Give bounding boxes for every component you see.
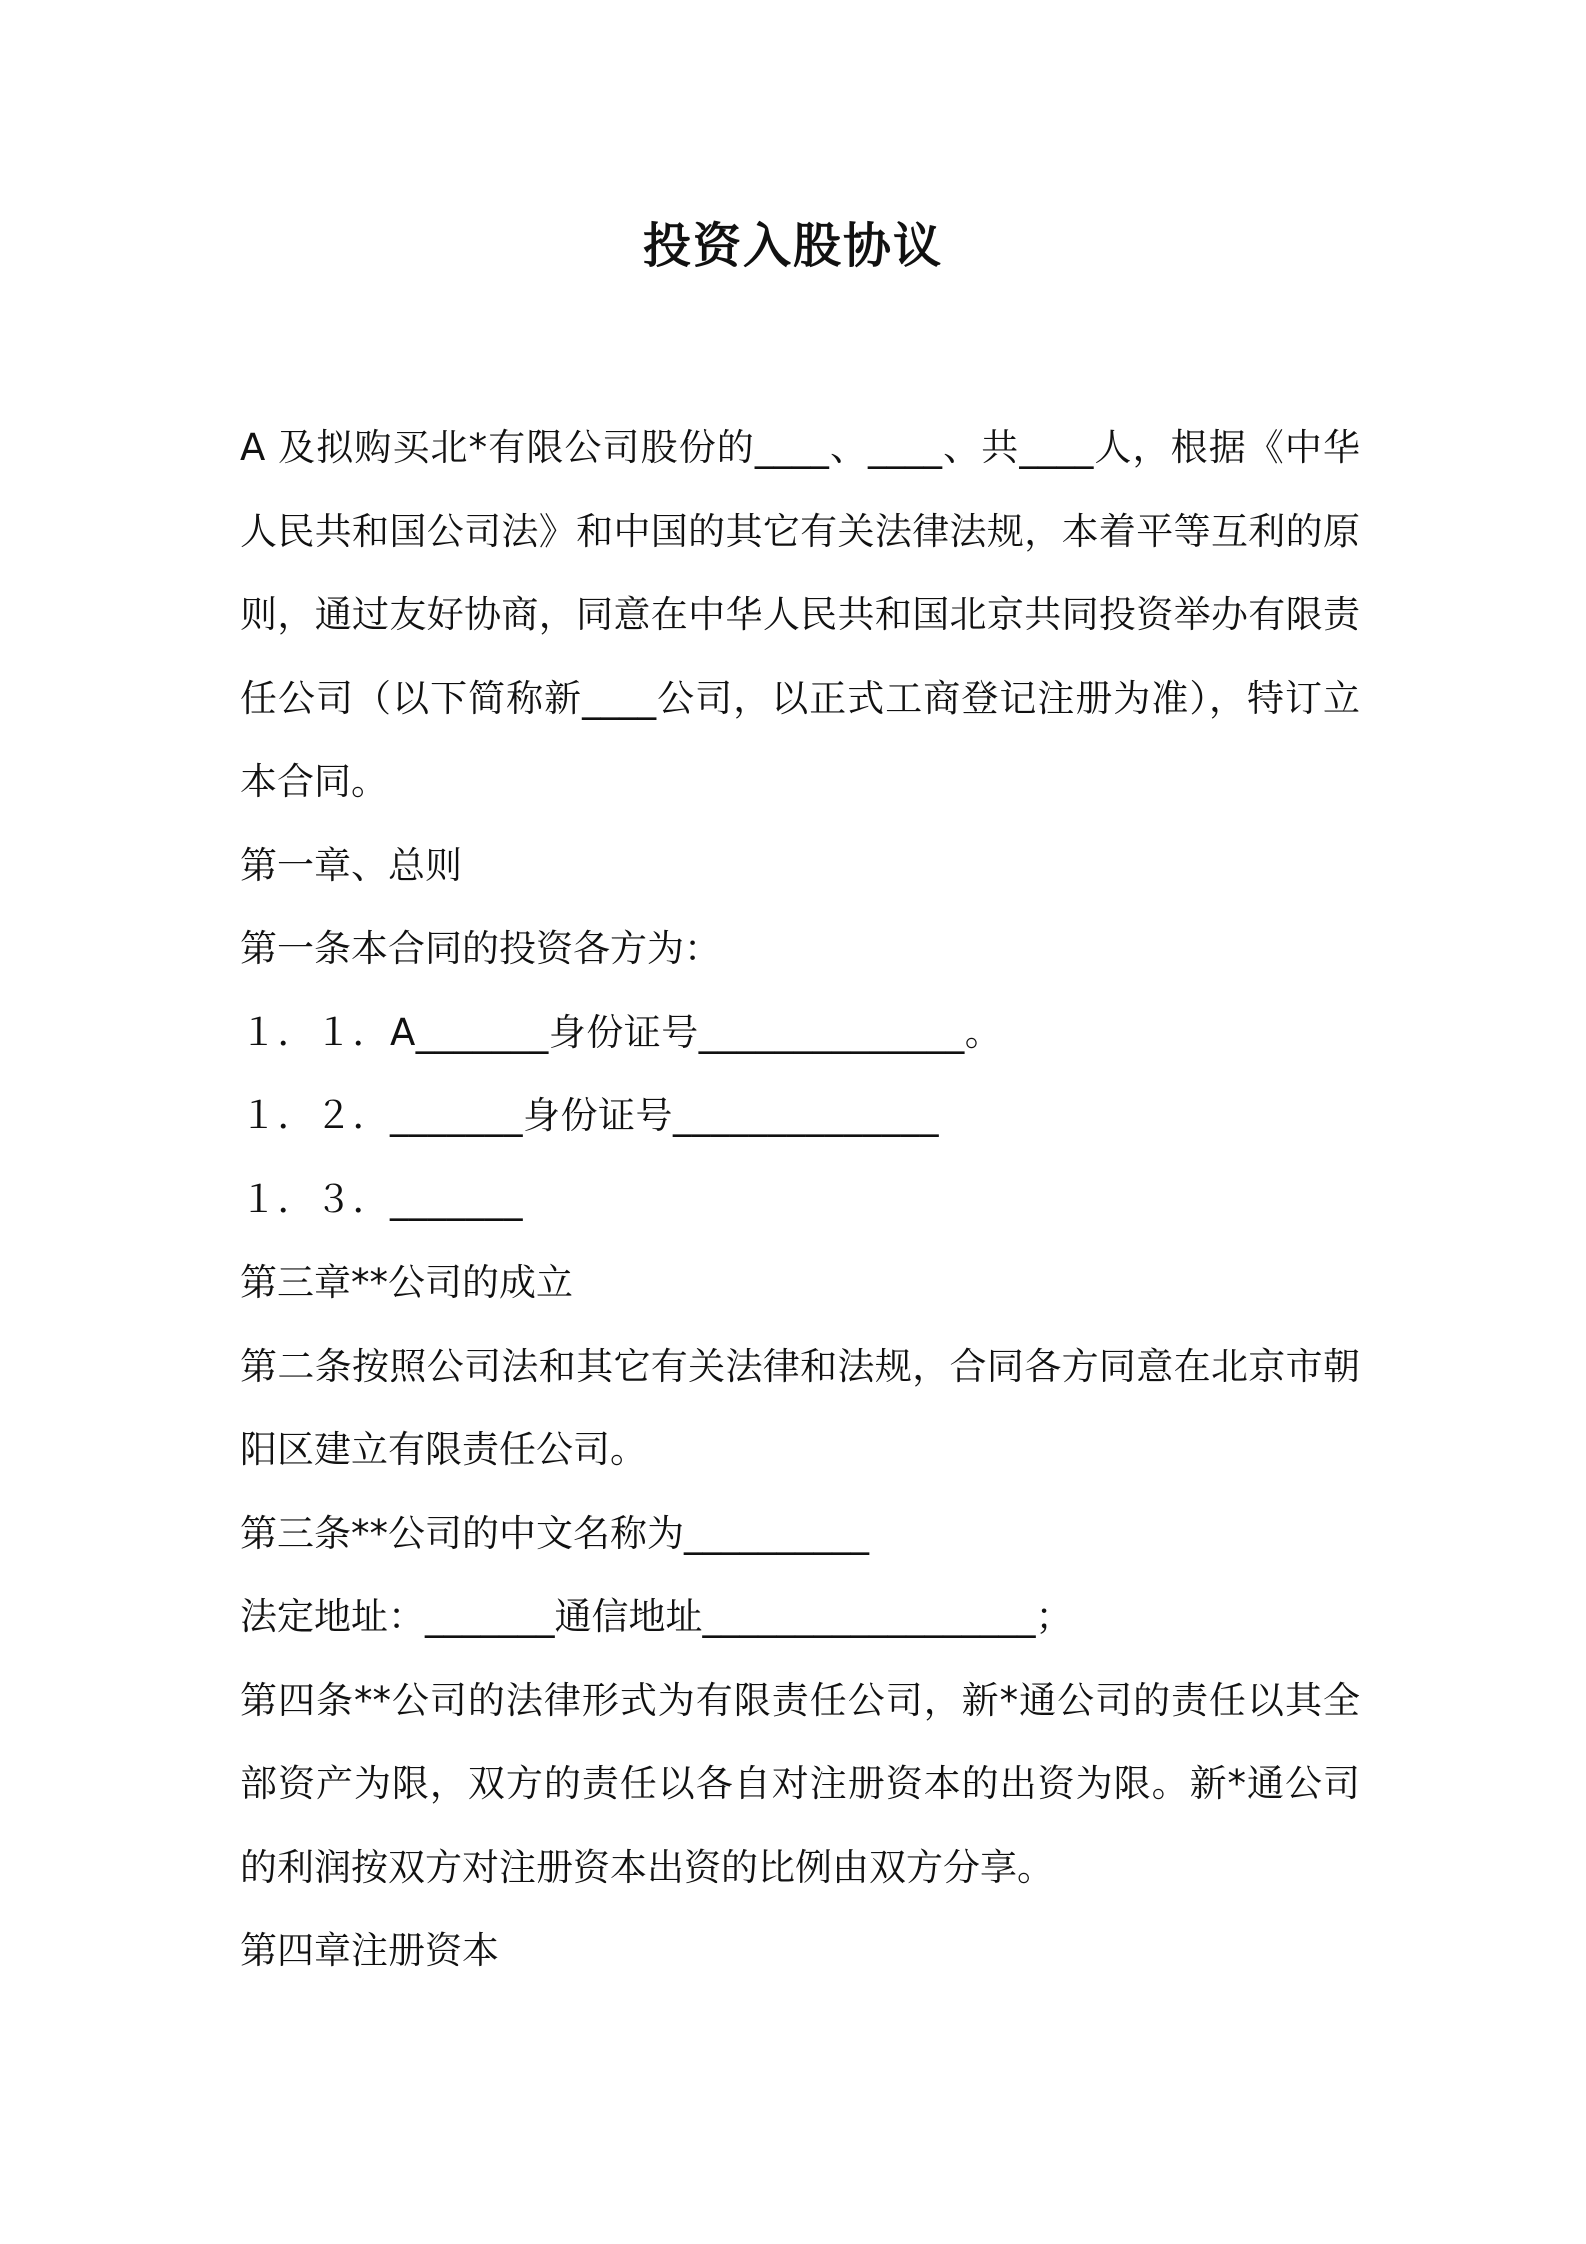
article-text: 第四条**公司的法律形式为有限责任公司，新*通公司的责任以其全部资产为限，双方的责任以各自对注册资本的出资为限。新*通公司的利润按双方对注册资本出资的比例由双方分享。 xyxy=(240,1678,1360,1889)
investor-item: １．２．_______身份证号______________ xyxy=(240,1094,939,1137)
chapter-heading: 第三章**公司的成立 xyxy=(240,1261,573,1304)
investor-item: １．３．_______ xyxy=(240,1177,523,1221)
chapter-heading: 第一章、总则 xyxy=(240,843,462,887)
document-body xyxy=(240,406,1360,1993)
investor-item: １．１．A_______身份证号______________。 xyxy=(240,1010,1003,1054)
chapter-heading: 第四章注册资本 xyxy=(240,1929,499,1972)
document-title: 投资入股协议 xyxy=(642,218,943,274)
article-text: 第二条按照公司法和其它有关法律和法规，合同各方同意在北京市朝阳区建立有限责任公司。 xyxy=(240,1344,1360,1471)
address-line: 法定地址：_______通信地址__________________； xyxy=(240,1595,1073,1638)
intro-paragraph: A 及拟购买北*有限公司股份的____、____、共____人，根据《中华人民共和国公司法》和中国的其它有关法律法规，本着平等互利的原则，通过友好协商，同意在中华人民共和国北京共同投资举办有限责任公司（以下简称新____公司，以正式工商登记注册为准），特订立本合同。 xyxy=(240,426,1360,803)
article-text: 第一条本合同的投资各方为： xyxy=(240,927,721,970)
article-text: 第三条**公司的中文名称为__________ xyxy=(240,1511,869,1555)
